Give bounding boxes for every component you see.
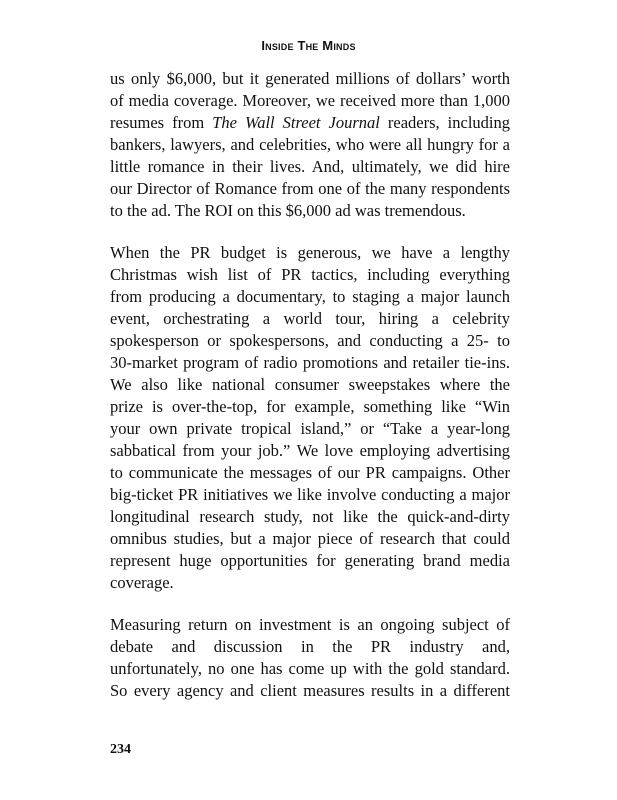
text-line: us only $6,000, but it generated millions of dollars’ worth — [110, 69, 510, 88]
text-line: event, orchestrating a world tour, hiring a celebrity — [110, 309, 510, 328]
text-line: When the PR budget is generous, we have a lengthy — [110, 243, 510, 262]
text-line: So every agency and client measures results in a different — [110, 681, 510, 700]
paragraph — [110, 614, 510, 702]
text-line: from producing a documentary, to staging a major launch — [110, 287, 510, 306]
text-line: our Director of Romance from one of the many respondents — [110, 179, 510, 198]
text-line: sabbatical from your job.” We love employing advertising — [110, 441, 510, 460]
text-line: Measuring return on investment is an ongoing subject of — [110, 615, 510, 634]
text-line: omnibus studies, but a major piece of research that could — [110, 529, 510, 548]
paragraph — [110, 242, 510, 594]
text-line: longitudinal research study, not like the quick-and-dirty — [110, 507, 510, 526]
text-line: unfortunately, no one has come up with the gold standard. — [110, 659, 510, 678]
text-line: Christmas wish list of PR tactics, including everything — [110, 265, 510, 284]
running-head: Inside The Minds — [261, 38, 356, 53]
text-line: of media coverage. Moreover, we received more than 1,000 — [110, 91, 510, 110]
text-line: little romance in their lives. And, ultimately, we did hire — [110, 157, 510, 176]
text-line: to the ad. The ROI on this $6,000 ad was tremendous. — [110, 201, 466, 220]
text-line: spokesperson or spokespersons, and conducting a 25- to — [110, 331, 510, 350]
text-line: represent huge opportunities for generating brand media — [110, 551, 510, 570]
text-line: We also like national consumer sweepstakes where the — [110, 375, 510, 394]
page-number: 234 — [110, 742, 131, 757]
text-line: to communicate the messages of our PR campaigns. Other — [110, 463, 510, 482]
text-line: big-ticket PR initiatives we like involve conducting a major — [110, 485, 510, 504]
body-text — [110, 68, 510, 722]
paragraph — [110, 68, 510, 222]
text-line: coverage. — [110, 573, 174, 592]
text-line: your own private tropical island,” or “Take a year-long — [110, 419, 510, 438]
text-line: bankers, lawyers, and celebrities, who were all hungry for a — [110, 135, 510, 154]
text-line: resumes from The Wall Street Journal readers, including — [110, 113, 510, 132]
text-line: 30-market program of radio promotions and retailer tie-ins. — [110, 353, 510, 372]
publication-title: The Wall Street Journal — [212, 113, 380, 132]
text-line: debate and discussion in the PR industry and, — [110, 637, 510, 656]
text-line: prize is over-the-top, for example, something like “Win — [110, 397, 510, 416]
